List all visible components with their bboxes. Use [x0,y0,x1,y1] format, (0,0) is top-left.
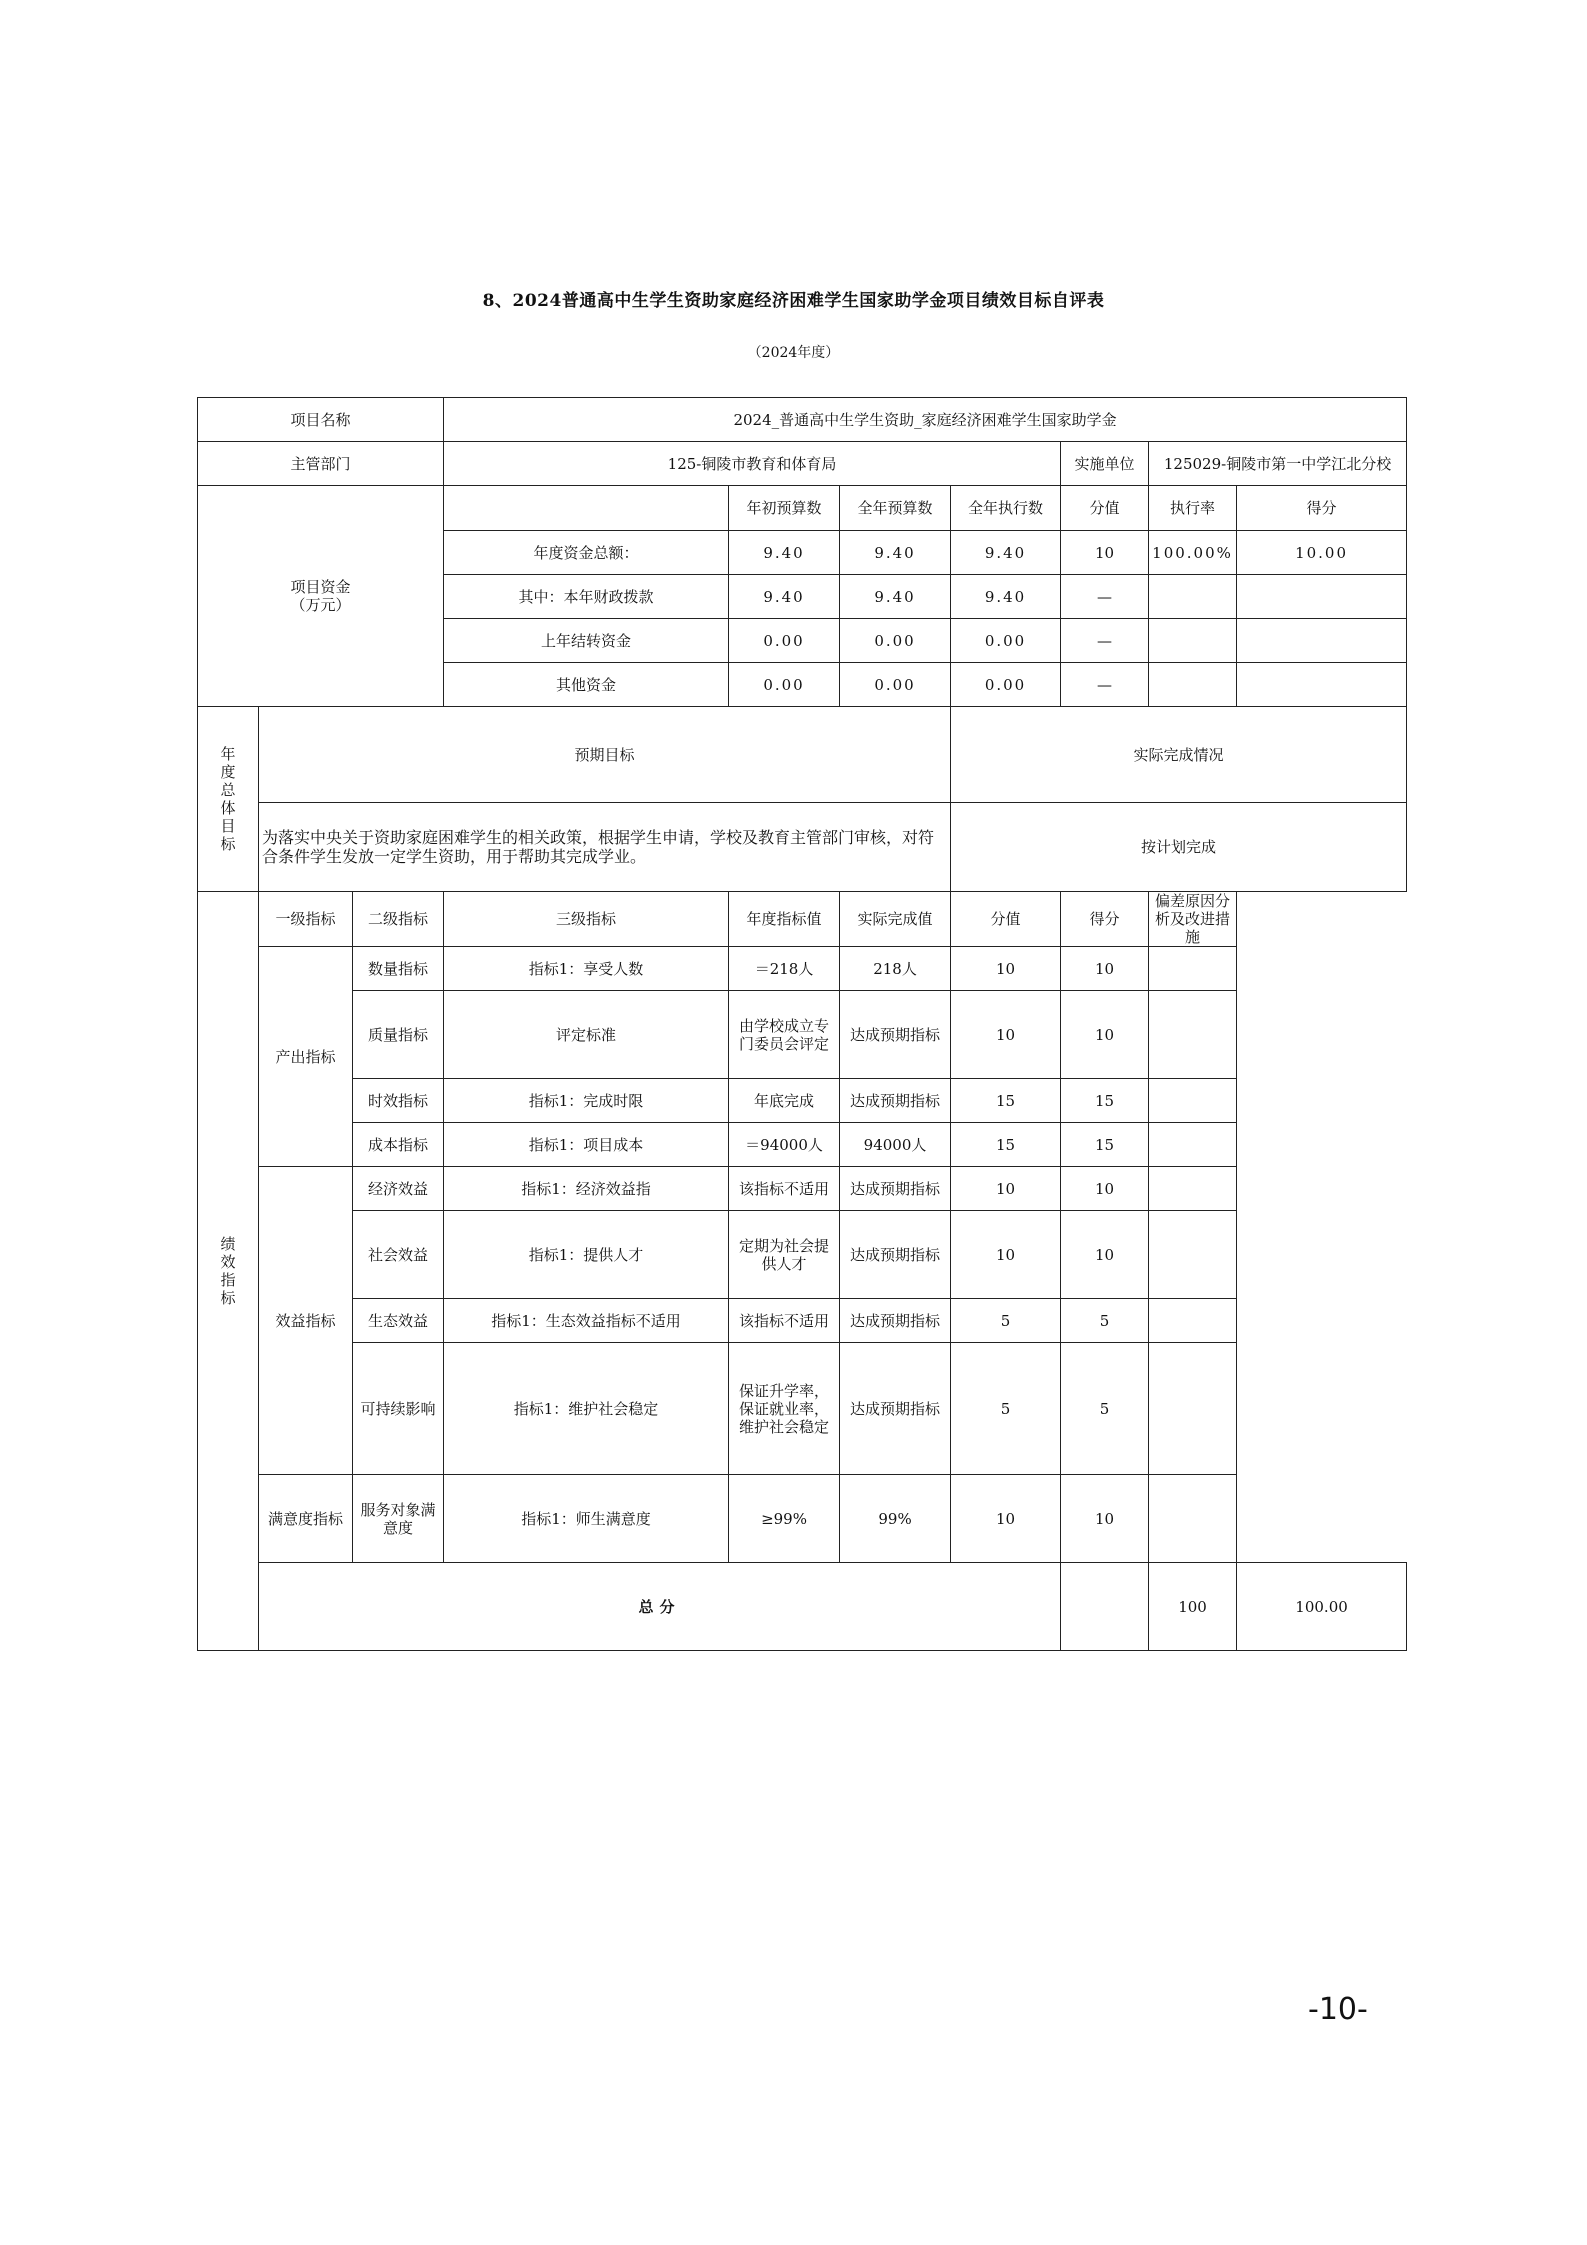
perf-l3: 指标1：维护社会稳定 [444,1343,729,1475]
perf-score: 5 [1061,1299,1149,1343]
impl-label: 实施单位 [1061,442,1149,486]
perf-row [198,1299,1407,1343]
expected-goal-text: 为落实中央关于资助家庭困难学生的相关政策，根据学生申请，学校及教育主管部门审核，对符合条件学生发放一定学生资助，用于帮助其完成学业。 [259,803,951,892]
row-goal-content [198,803,1407,892]
perf-header-l1: 一级指标 [259,892,353,947]
perf-actual: 达成预期指标 [840,1079,951,1123]
funds-row-label: 上年结转资金 [444,619,729,663]
actual-result-header: 实际完成情况 [951,707,1407,803]
funds-label: 项目资金 （万元） [198,486,444,707]
funds-score-value: — [1061,575,1149,619]
perf-l2: 经济效益 [353,1167,444,1211]
funds-initial: 9.40 [729,575,840,619]
funds-score-value: — [1061,663,1149,707]
funds-annual: 9.40 [840,531,951,575]
perf-target: ≥99% [729,1475,840,1563]
perf-l3: 指标1：享受人数 [444,947,729,991]
annual-goal-label: 年 度 总 体 目 标 [198,707,259,892]
actual-result-text: 按计划完成 [951,803,1407,892]
perf-l3: 指标1：生态效益指标不适用 [444,1299,729,1343]
funds-executed: 0.00 [951,619,1061,663]
perf-score: 10 [1061,947,1149,991]
perf-reason [1149,1123,1237,1167]
satisfaction-indicators-label: 满意度指标 [259,1475,353,1563]
perf-header-l2: 二级指标 [353,892,444,947]
performance-table [197,397,1407,1651]
project-name-value: 2024_普通高中生学生资助_家庭经济困难学生国家助学金 [444,398,1407,442]
benefit-indicators-label: 效益指标 [259,1167,353,1475]
perf-l3: 指标1：经济效益指 [444,1167,729,1211]
funds-rate [1149,575,1237,619]
perf-reason [1149,1343,1237,1475]
perf-header-actual: 实际完成值 [840,892,951,947]
perf-l2: 可持续影响 [353,1343,444,1475]
perf-reason [1149,1299,1237,1343]
perf-actual: 达成预期指标 [840,1167,951,1211]
perf-l3: 指标1：提供人才 [444,1211,729,1299]
perf-reason [1149,1211,1237,1299]
funds-row-label: 年度资金总额： [444,531,729,575]
perf-value: 5 [951,1299,1061,1343]
total-label: 总分 [259,1563,1061,1651]
perf-l3: 指标1：完成时限 [444,1079,729,1123]
funds-annual: 0.00 [840,663,951,707]
funds-executed: 0.00 [951,663,1061,707]
funds-row-label: 其中：本年财政拨款 [444,575,729,619]
perf-value: 10 [951,1167,1061,1211]
perf-row [198,1343,1407,1475]
perf-target: 该指标不适用 [729,1299,840,1343]
perf-l2: 时效指标 [353,1079,444,1123]
perf-label: 绩 效 指 标 [198,892,259,1651]
perf-reason [1149,991,1237,1079]
funds-score [1237,619,1407,663]
funds-header-initial: 年初预算数 [729,486,840,531]
page-number: -10- [1308,1992,1368,2027]
funds-header-blank [444,486,729,531]
perf-value: 10 [951,1211,1061,1299]
perf-actual: 218人 [840,947,951,991]
row-total [198,1563,1407,1651]
perf-score: 10 [1061,1211,1149,1299]
perf-header-reason: 偏差原因分析及改进措施 [1149,892,1237,947]
funds-score [1237,575,1407,619]
perf-l3: 评定标准 [444,991,729,1079]
perf-target: ＝94000人 [729,1123,840,1167]
perf-row [198,947,1407,991]
perf-header-l3: 三级指标 [444,892,729,947]
dept-label: 主管部门 [198,442,444,486]
funds-initial: 0.00 [729,619,840,663]
perf-actual: 99% [840,1475,951,1563]
perf-l3: 指标1：师生满意度 [444,1475,729,1563]
perf-score: 5 [1061,1343,1149,1475]
perf-actual: 达成预期指标 [840,1343,951,1475]
funds-score-value: 10 [1061,531,1149,575]
funds-score: 10.00 [1237,531,1407,575]
perf-reason [1149,947,1237,991]
funds-header-rate: 执行率 [1149,486,1237,531]
perf-row [198,1167,1407,1211]
funds-rate [1149,619,1237,663]
perf-value: 10 [951,1475,1061,1563]
perf-target: 定期为社会提供人才 [729,1211,840,1299]
total-value: 100 [1149,1563,1237,1651]
perf-value: 10 [951,991,1061,1079]
expected-goal-header: 预期目标 [259,707,951,803]
perf-l2: 生态效益 [353,1299,444,1343]
perf-l2: 成本指标 [353,1123,444,1167]
funds-header-annual: 全年预算数 [840,486,951,531]
perf-target: ＝218人 [729,947,840,991]
perf-value: 5 [951,1343,1061,1475]
perf-reason [1149,1167,1237,1211]
funds-rate: 100.00% [1149,531,1237,575]
impl-value: 125029-铜陵市第一中学江北分校 [1149,442,1407,486]
perf-score: 10 [1061,1475,1149,1563]
perf-row [198,1123,1407,1167]
perf-actual: 达成预期指标 [840,991,951,1079]
funds-executed: 9.40 [951,531,1061,575]
perf-header-value: 分值 [951,892,1061,947]
row-funds-header [198,486,1407,531]
total-score: 100.00 [1237,1563,1407,1651]
row-department [198,442,1407,486]
perf-score: 10 [1061,1167,1149,1211]
perf-score: 10 [1061,991,1149,1079]
funds-header-executed: 全年执行数 [951,486,1061,531]
perf-l2: 数量指标 [353,947,444,991]
perf-value: 10 [951,947,1061,991]
perf-actual: 达成预期指标 [840,1211,951,1299]
row-project-name [198,398,1407,442]
perf-row [198,1211,1407,1299]
row-goal-header [198,707,1407,803]
funds-header-score: 得分 [1237,486,1407,531]
perf-target: 由学校成立专门委员会评定 [729,991,840,1079]
perf-score: 15 [1061,1123,1149,1167]
perf-value: 15 [951,1123,1061,1167]
funds-initial: 9.40 [729,531,840,575]
perf-l3: 指标1：项目成本 [444,1123,729,1167]
funds-executed: 9.40 [951,575,1061,619]
perf-actual: 达成预期指标 [840,1299,951,1343]
perf-score: 15 [1061,1079,1149,1123]
perf-l2: 服务对象满意度 [353,1475,444,1563]
perf-value: 15 [951,1079,1061,1123]
row-perf-header [198,892,1407,947]
funds-annual: 0.00 [840,619,951,663]
funds-rate [1149,663,1237,707]
perf-target: 保证升学率，保证就业率，维护社会稳定 [729,1343,840,1475]
output-indicators-label: 产出指标 [259,947,353,1167]
total-blank [1061,1563,1149,1651]
funds-annual: 9.40 [840,575,951,619]
perf-target: 年底完成 [729,1079,840,1123]
perf-reason [1149,1475,1237,1563]
perf-reason [1149,1079,1237,1123]
perf-header-score: 得分 [1061,892,1149,947]
perf-target: 该指标不适用 [729,1167,840,1211]
perf-row [198,1475,1407,1563]
perf-l2: 社会效益 [353,1211,444,1299]
document-title: 8、2024普通高中生学生资助家庭经济困难学生国家助学金项目绩效目标自评表 [482,291,1105,311]
funds-initial: 0.00 [729,663,840,707]
funds-header-value: 分值 [1061,486,1149,531]
funds-score-value: — [1061,619,1149,663]
project-name-label: 项目名称 [198,398,444,442]
funds-row-label: 其他资金 [444,663,729,707]
document-year: （2024年度） [747,345,840,361]
perf-header-target: 年度指标值 [729,892,840,947]
perf-row [198,1079,1407,1123]
dept-value: 125-铜陵市教育和体育局 [444,442,1061,486]
perf-l2: 质量指标 [353,991,444,1079]
perf-actual: 94000人 [840,1123,951,1167]
perf-row [198,991,1407,1079]
funds-score [1237,663,1407,707]
